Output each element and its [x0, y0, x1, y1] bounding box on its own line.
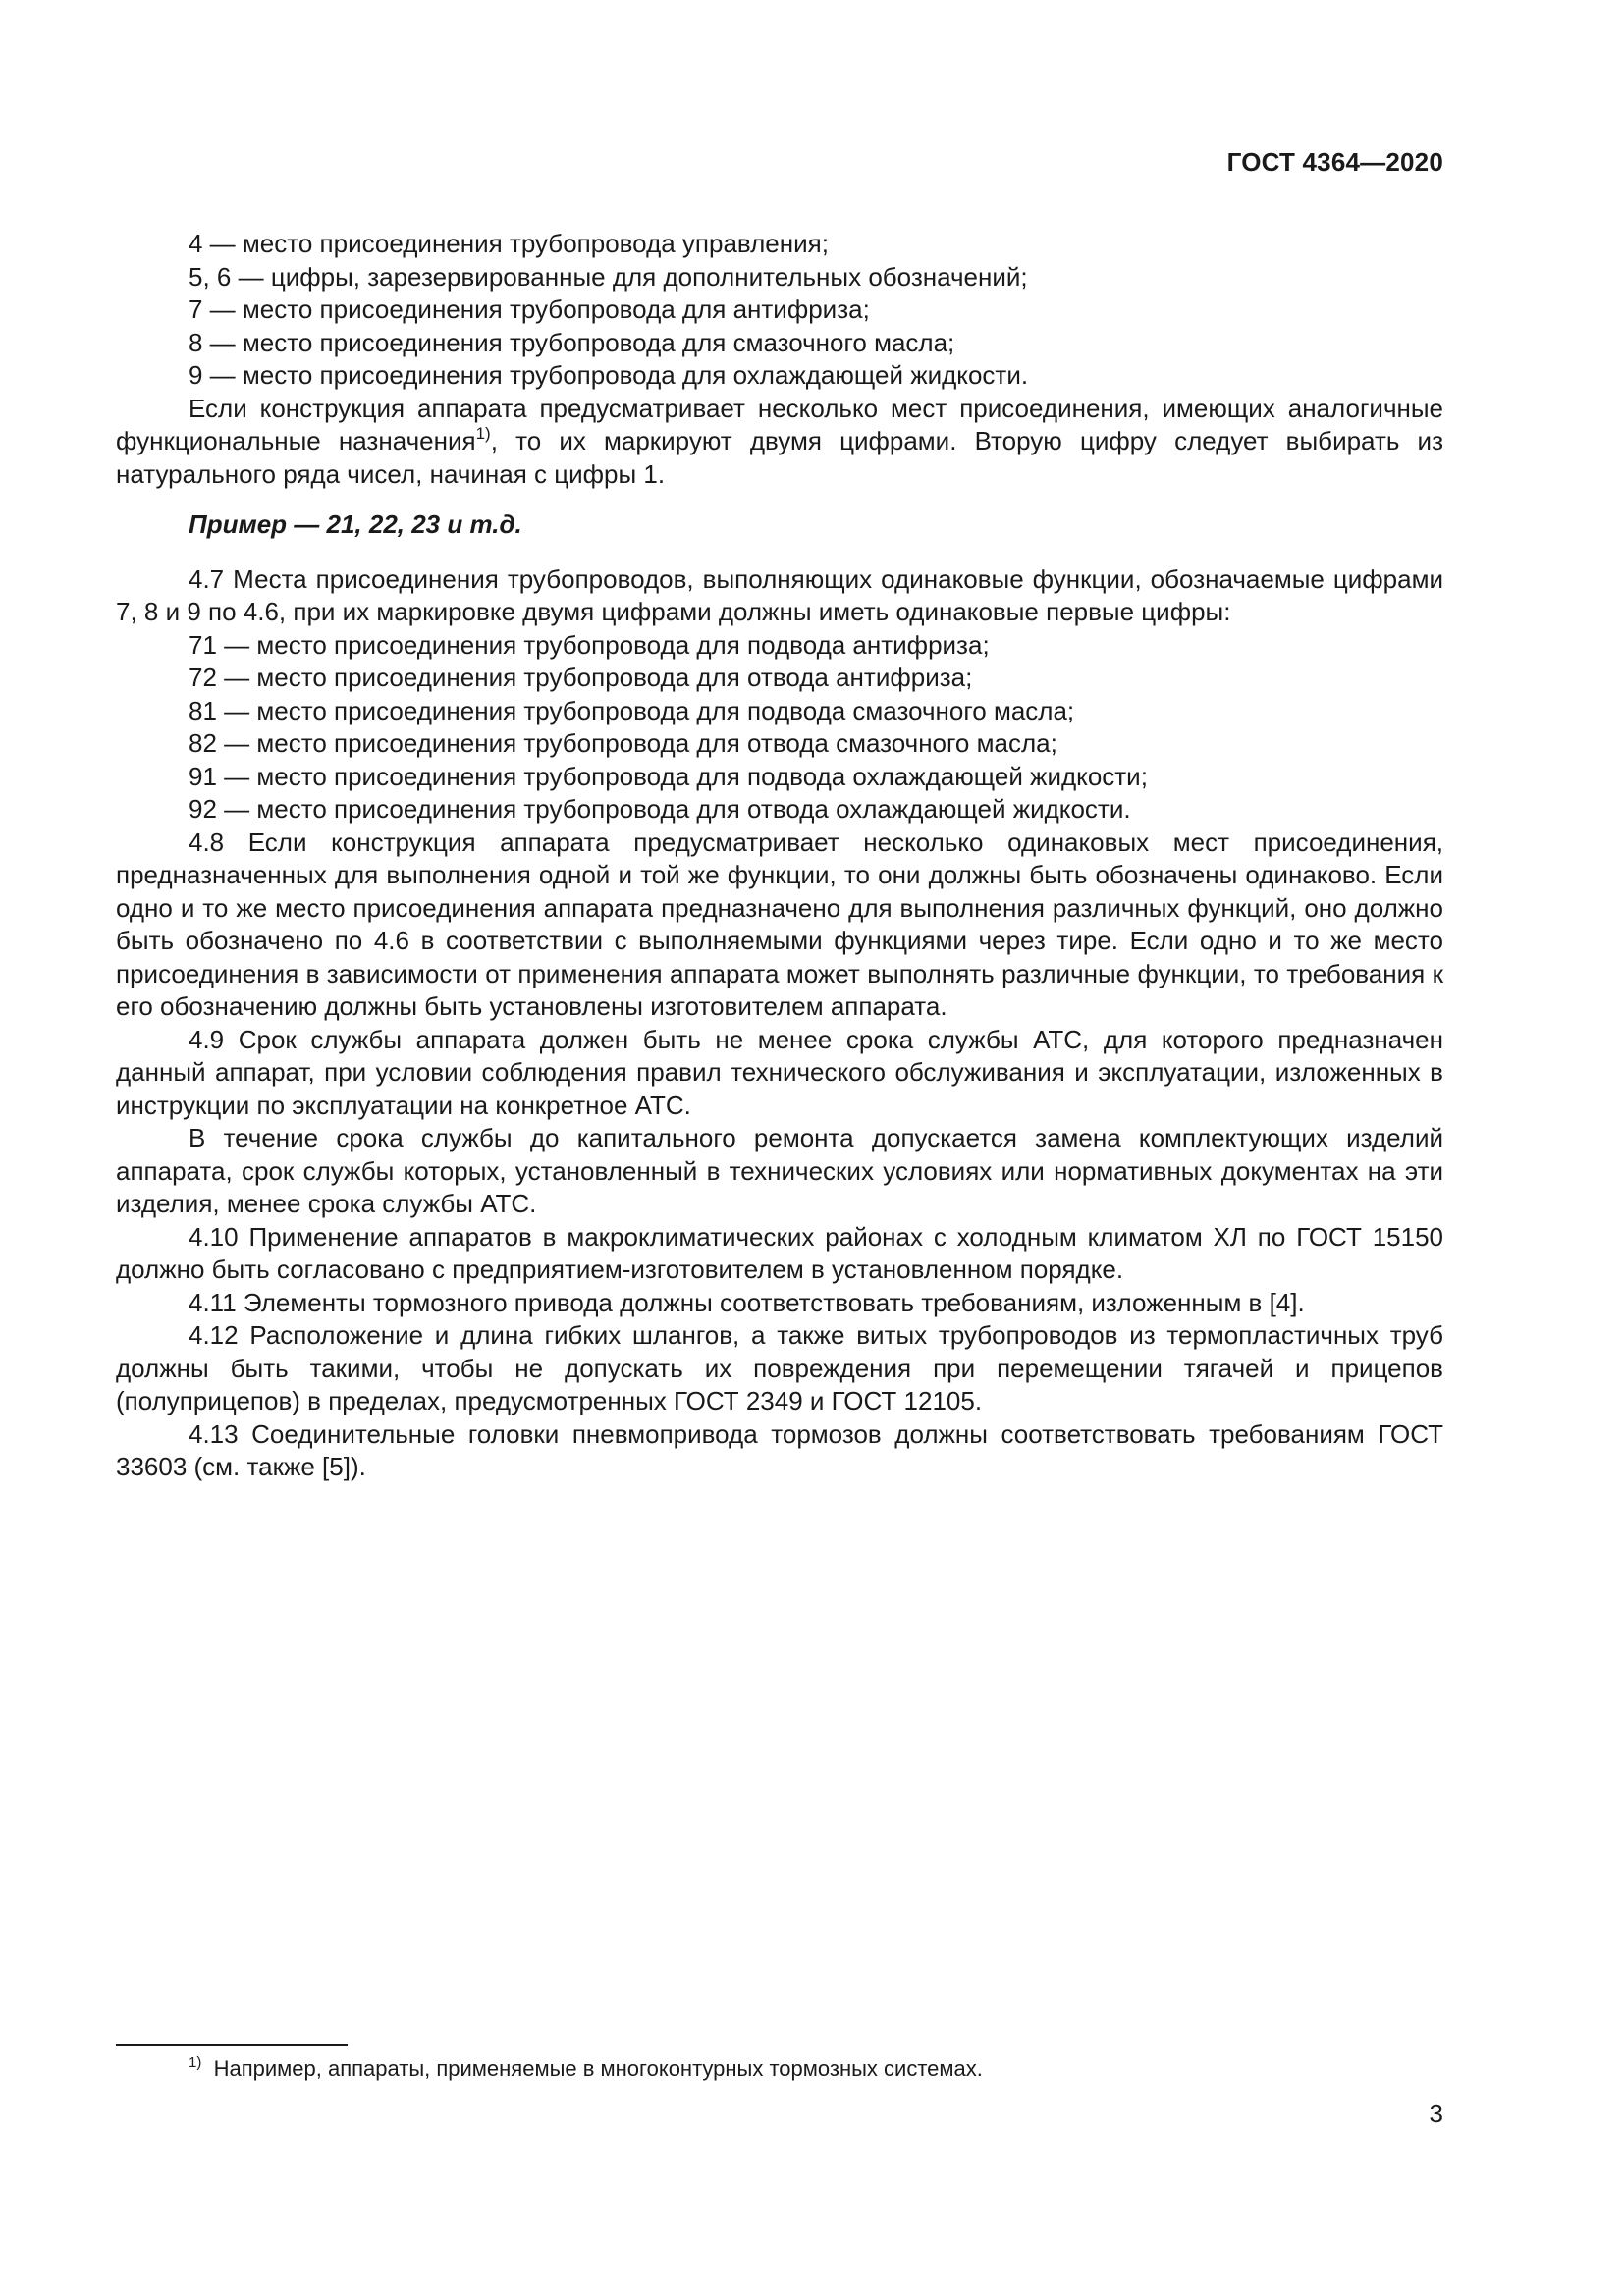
clause-4-10: 4.10 Применение аппаратов в макроклиматических районах с холодным климатом ХЛ по ГОСТ 15150 должно быть согласовано с предприятием-изготовителем в установленном порядке. [116, 1221, 1443, 1284]
list-item: 8 — место присоединения трубопровода для смазочного масла; [189, 327, 955, 357]
clause-4-13: 4.13 Соединительные головки пневмопривода тормозов должны соответствовать требованиям ГОСТ 33603 (см. также [5]). [116, 1418, 1443, 1481]
clause-4-9: 4.9 Срок службы аппарата должен быть не менее срока службы АТС, для которого предназначен данный аппарат, при условии соблюдения правил технического обслуживания и эксплуатации, изложенных в инструкции по эксплуатации на конкретное АТС. [116, 1024, 1443, 1120]
page-body [116, 228, 1443, 1484]
list-item: 5, 6 — цифры, зарезервированные для дополнительных обозначений; [189, 261, 1028, 292]
footnote-separator [116, 2044, 348, 2046]
clause-4-9-continuation: В течение срока службы до капитального ремонта допускается замена комплектующих изделий аппарата, срок службы которых, установленный в технических условиях или нормативных документах на эти изделия, менее срока службы АТС. [116, 1123, 1443, 1218]
footnote [189, 2056, 983, 2083]
footnote-mark: 1) [189, 2055, 202, 2071]
paragraph-multiple-connections [116, 393, 1443, 492]
clause-4-8: 4.8 Если конструкция аппарата предусматривает несколько одинаковых мест присоединения, предназначенных для выполнения одной и той же функции, то они должны быть обозначены одинаково. Если одно и то же место присоединения аппарата предназначено для выполнения различных функций, оно должно быть обозначено по 4.6 в соответствии с выполняемыми функциями через тире. Если одно и то же место присоединения в зависимости от применения аппарата может выполнять различные функции, то требования к его обозначению должны быть установлены изготовителем аппарата. [116, 827, 1443, 1021]
list-item: 7 — место присоединения трубопровода для антифриза; [189, 294, 870, 324]
clause-4-11: 4.11 Элементы тормозного привода должны соответствовать требованиям, изложенным в [4]. [189, 1287, 1305, 1317]
clause-4-12: 4.12 Расположение и длина гибких шлангов, а также витых трубопроводов из термопластичных труб должны быть такими, чтобы не допускать их повреждения при перемещении тягачей и прицепов (полуприцепов) в пределах, предусмотренных ГОСТ 2349 и ГОСТ 12105. [116, 1320, 1443, 1415]
document-code-header: ГОСТ 4364—2020 [1226, 147, 1443, 177]
paragraph-text: Если конструкция аппарата предусматривает несколько мест присоединения, имеющих аналогичные функциональные назначения [116, 393, 1443, 455]
page-number: 3 [1429, 2099, 1443, 2128]
list-item: 4 — место присоединения трубопровода управления; [189, 229, 829, 258]
list-item: 71 — место присоединения трубопровода для подвода антифриза; [189, 629, 990, 660]
list-item: 72 — место присоединения трубопровода для отвода антифриза; [189, 663, 973, 692]
paragraph-text: , то их маркируют двумя цифрами. Вторую цифру следует выбирать из натурального ряда чисел, начиная с цифры 1. [116, 426, 1444, 489]
footnote-text: Например, аппараты, применяемые в многоконтурных тормозных системах. [213, 2056, 983, 2081]
example-line: Пример — 21, 22, 23 и т.д. [189, 509, 522, 539]
list-item: 91 — место присоединения трубопровода для подвода охлаждающей жидкости; [189, 761, 1148, 791]
list-item: 81 — место присоединения трубопровода для подвода смазочного масла; [189, 695, 1075, 725]
clause-4-7: 4.7 Места присоединения трубопроводов, выполняющих одинаковые функции, обозначаемые цифрами 7, 8 и 9 по 4.6, при их маркировке двумя цифрами должны иметь одинаковые первые цифры: [116, 563, 1443, 626]
list-item: 82 — место присоединения трубопровода для отвода смазочного масла; [189, 728, 1057, 758]
list-item: 9 — место присоединения трубопровода для охлаждающей жидкости. [189, 360, 1029, 390]
list-item: 92 — место присоединения трубопровода для отвода охлаждающей жидкости. [189, 794, 1131, 824]
footnote-reference: 1) [475, 424, 491, 443]
